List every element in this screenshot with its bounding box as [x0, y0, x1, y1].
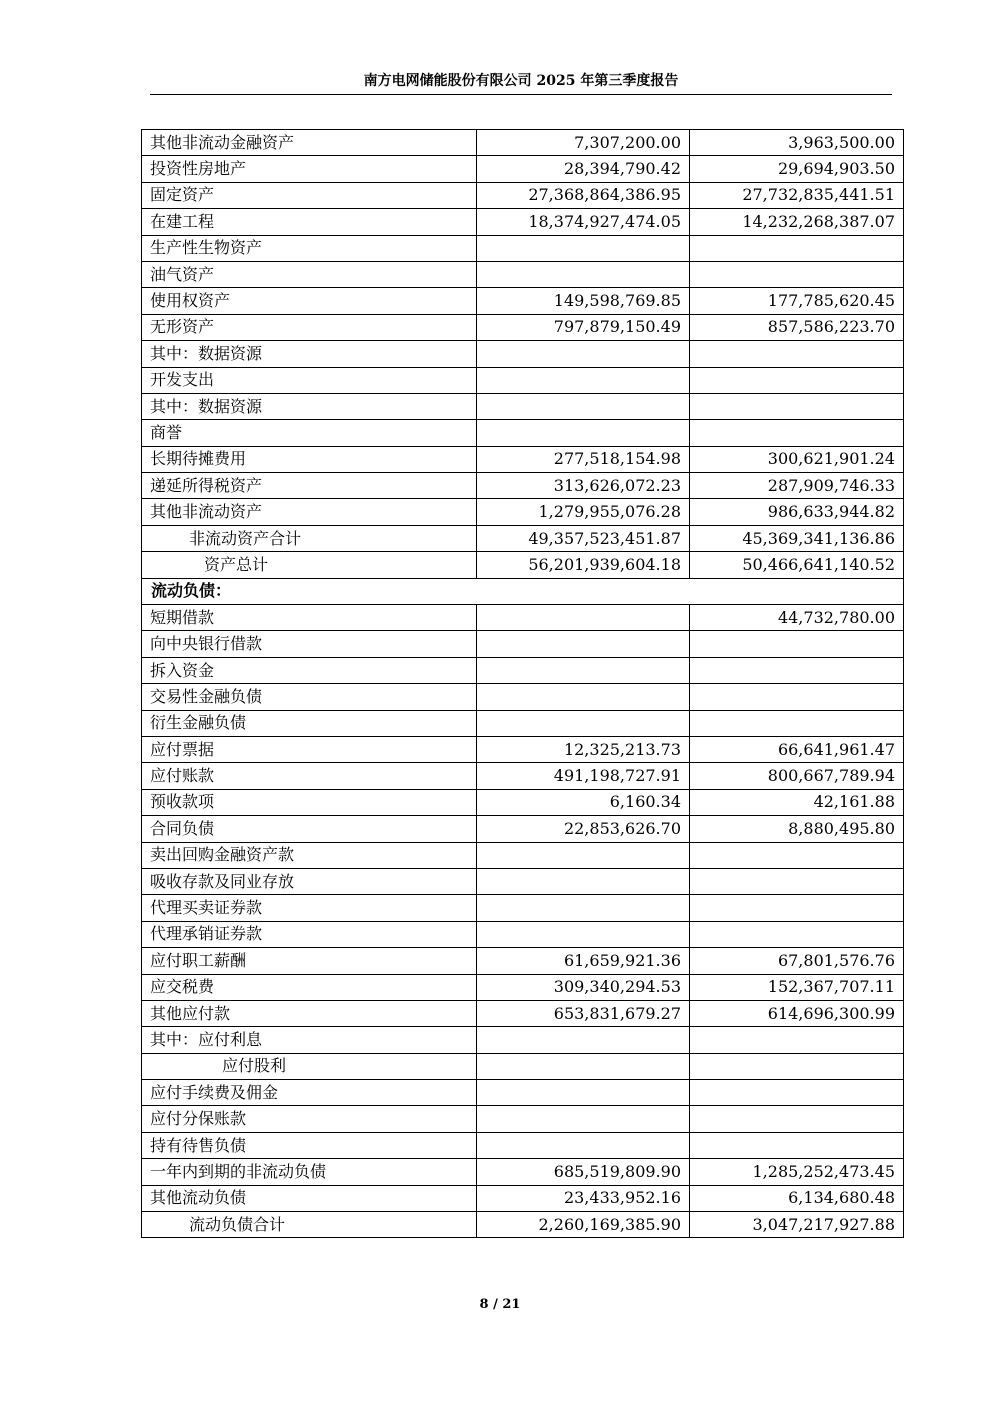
prior-value: 287,909,746.33 [690, 473, 904, 499]
row-label: 其他非流动金融资产 [142, 130, 477, 156]
prior-value: 6,134,680.48 [690, 1185, 904, 1211]
table-row [142, 473, 904, 499]
current-value [477, 605, 690, 631]
table-row [142, 446, 904, 472]
prior-value [690, 868, 904, 894]
current-value: 797,879,150.49 [477, 314, 690, 340]
current-value [477, 684, 690, 710]
table-row [142, 1185, 904, 1211]
table-row [142, 842, 904, 868]
current-value: 18,374,927,474.05 [477, 209, 690, 235]
table-row [142, 367, 904, 393]
prior-value: 27,732,835,441.51 [690, 182, 904, 208]
row-label: 应付分保账款 [142, 1106, 477, 1132]
row-label: 无形资产 [142, 314, 477, 340]
table-row [142, 1027, 904, 1053]
table-row [142, 710, 904, 736]
current-value: 12,325,213.73 [477, 736, 690, 762]
current-value [477, 1132, 690, 1158]
table-row [142, 631, 904, 657]
current-value [477, 1027, 690, 1053]
row-label: 应付手续费及佣金 [142, 1080, 477, 1106]
row-label: 递延所得税资产 [142, 473, 477, 499]
prior-value: 29,694,903.50 [690, 156, 904, 182]
prior-value [690, 631, 904, 657]
row-label: 在建工程 [142, 209, 477, 235]
row-label: 一年内到期的非流动负债 [142, 1159, 477, 1185]
prior-value: 986,633,944.82 [690, 499, 904, 525]
row-label: 开发支出 [142, 367, 477, 393]
prior-value: 44,732,780.00 [690, 605, 904, 631]
current-value: 61,659,921.36 [477, 948, 690, 974]
prior-value: 67,801,576.76 [690, 948, 904, 974]
report-title: 南方电网储能股份有限公司 2025 年第三季度报告 [363, 73, 679, 89]
row-label: 应交税费 [142, 974, 477, 1000]
current-value [477, 1053, 690, 1079]
current-value [477, 235, 690, 261]
table-row [142, 763, 904, 789]
table-row [142, 182, 904, 208]
row-label: 其中：应付利息 [142, 1027, 477, 1053]
current-value: 1,279,955,076.28 [477, 499, 690, 525]
prior-value: 50,466,641,140.52 [690, 552, 904, 578]
row-label: 固定资产 [142, 182, 477, 208]
current-value: 22,853,626.70 [477, 816, 690, 842]
current-value [477, 631, 690, 657]
row-label: 短期借款 [142, 605, 477, 631]
page-number: 8 / 21 [479, 1297, 521, 1312]
table-row [142, 895, 904, 921]
current-value: 491,198,727.91 [477, 763, 690, 789]
prior-value: 3,047,217,927.88 [690, 1212, 904, 1238]
row-label: 应付股利 [142, 1053, 477, 1079]
row-label: 预收款项 [142, 789, 477, 815]
table-row [142, 1053, 904, 1079]
total-row [142, 552, 904, 578]
table-row [142, 235, 904, 261]
subtotal-row [142, 1212, 904, 1238]
current-value [477, 710, 690, 736]
row-label: 资产总计 [142, 552, 477, 578]
prior-value [690, 393, 904, 419]
table-row [142, 209, 904, 235]
table-row [142, 499, 904, 525]
current-value [477, 842, 690, 868]
current-value [477, 420, 690, 446]
table-row [142, 130, 904, 156]
table-row [142, 1080, 904, 1106]
prior-value: 14,232,268,387.07 [690, 209, 904, 235]
row-label: 吸收存款及同业存放 [142, 868, 477, 894]
prior-value [690, 895, 904, 921]
table-row [142, 288, 904, 314]
prior-value: 42,161.88 [690, 789, 904, 815]
current-value: 309,340,294.53 [477, 974, 690, 1000]
row-label: 油气资产 [142, 261, 477, 287]
prior-value [690, 657, 904, 683]
table-row [142, 684, 904, 710]
row-label: 代理承销证券款 [142, 921, 477, 947]
prior-value [690, 1132, 904, 1158]
row-label: 卖出回购金融资产款 [142, 842, 477, 868]
current-value [477, 1106, 690, 1132]
prior-value: 152,367,707.11 [690, 974, 904, 1000]
subtotal-row [142, 525, 904, 551]
current-value [477, 921, 690, 947]
prior-value: 857,586,223.70 [690, 314, 904, 340]
table-row [142, 1159, 904, 1185]
row-label: 非流动资产合计 [142, 525, 477, 551]
row-label: 持有待售负债 [142, 1132, 477, 1158]
table-row [142, 816, 904, 842]
current-value: 2,260,169,385.90 [477, 1212, 690, 1238]
row-label: 拆入资金 [142, 657, 477, 683]
current-value: 277,518,154.98 [477, 446, 690, 472]
table-row [142, 393, 904, 419]
balance-sheet-table [141, 129, 904, 1238]
row-label: 交易性金融负债 [142, 684, 477, 710]
prior-value [690, 341, 904, 367]
current-value: 6,160.34 [477, 789, 690, 815]
prior-value: 177,785,620.45 [690, 288, 904, 314]
current-value [477, 895, 690, 921]
prior-value: 3,963,500.00 [690, 130, 904, 156]
prior-value [690, 367, 904, 393]
row-label: 使用权资产 [142, 288, 477, 314]
prior-value: 614,696,300.99 [690, 1000, 904, 1026]
row-label: 其他流动负债 [142, 1185, 477, 1211]
row-label: 代理买卖证券款 [142, 895, 477, 921]
report-header [150, 72, 892, 95]
table-row [142, 1000, 904, 1026]
current-value [477, 367, 690, 393]
prior-value: 300,621,901.24 [690, 446, 904, 472]
row-label: 其中：数据资源 [142, 341, 477, 367]
prior-value [690, 420, 904, 446]
prior-value: 8,880,495.80 [690, 816, 904, 842]
row-label: 投资性房地产 [142, 156, 477, 182]
row-label: 应付账款 [142, 763, 477, 789]
current-value [477, 261, 690, 287]
prior-value [690, 842, 904, 868]
prior-value: 800,667,789.94 [690, 763, 904, 789]
current-value [477, 1080, 690, 1106]
table-row [142, 314, 904, 340]
table-row [142, 605, 904, 631]
prior-value [690, 261, 904, 287]
row-label: 合同负债 [142, 816, 477, 842]
current-value: 27,368,864,386.95 [477, 182, 690, 208]
row-label: 流动负债合计 [142, 1212, 477, 1238]
current-value: 149,598,769.85 [477, 288, 690, 314]
row-label: 应付职工薪酬 [142, 948, 477, 974]
prior-value: 1,285,252,473.45 [690, 1159, 904, 1185]
row-label: 应付票据 [142, 736, 477, 762]
current-value [477, 657, 690, 683]
table-row [142, 789, 904, 815]
current-value: 653,831,679.27 [477, 1000, 690, 1026]
prior-value [690, 1080, 904, 1106]
table-row [142, 948, 904, 974]
prior-value [690, 921, 904, 947]
current-value: 23,433,952.16 [477, 1185, 690, 1211]
prior-value: 45,369,341,136.86 [690, 525, 904, 551]
section-heading: 流动负债： [142, 578, 904, 604]
row-label: 长期待摊费用 [142, 446, 477, 472]
current-value: 7,307,200.00 [477, 130, 690, 156]
row-label: 其他非流动资产 [142, 499, 477, 525]
row-label: 向中央银行借款 [142, 631, 477, 657]
row-label: 衍生金融负债 [142, 710, 477, 736]
prior-value [690, 1053, 904, 1079]
table-row [142, 921, 904, 947]
table-row [142, 156, 904, 182]
row-label: 其他应付款 [142, 1000, 477, 1026]
current-value [477, 341, 690, 367]
table-row [142, 1106, 904, 1132]
table-row [142, 974, 904, 1000]
prior-value [690, 1027, 904, 1053]
current-value: 56,201,939,604.18 [477, 552, 690, 578]
table-row [142, 261, 904, 287]
row-label: 商誉 [142, 420, 477, 446]
prior-value [690, 1106, 904, 1132]
prior-value: 66,641,961.47 [690, 736, 904, 762]
section-header-row [142, 578, 904, 604]
prior-value [690, 684, 904, 710]
table-row [142, 868, 904, 894]
current-value [477, 868, 690, 894]
table-row [142, 657, 904, 683]
current-value [477, 393, 690, 419]
table-row [142, 736, 904, 762]
table-row [142, 420, 904, 446]
prior-value [690, 710, 904, 736]
current-value: 685,519,809.90 [477, 1159, 690, 1185]
row-label: 其中：数据资源 [142, 393, 477, 419]
row-label: 生产性生物资产 [142, 235, 477, 261]
prior-value [690, 235, 904, 261]
table-row [142, 1132, 904, 1158]
current-value: 49,357,523,451.87 [477, 525, 690, 551]
current-value: 28,394,790.42 [477, 156, 690, 182]
current-value: 313,626,072.23 [477, 473, 690, 499]
table-row [142, 341, 904, 367]
